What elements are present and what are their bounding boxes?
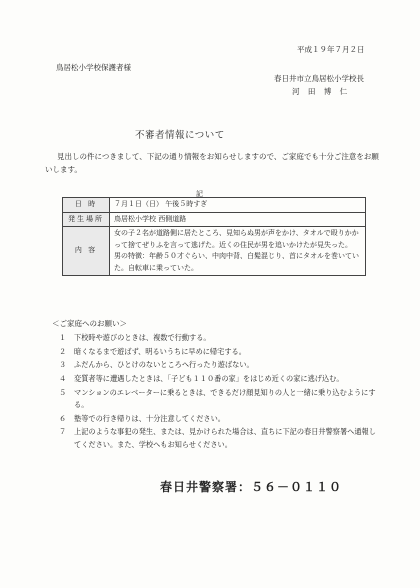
list-item-text: マンションのエレベーターに乗るときは、できるだけ顔見知りの人と一緒に乗り込むようにする。 bbox=[74, 387, 376, 410]
list-item-number: １ bbox=[59, 333, 67, 342]
datetime-label: 日 時 bbox=[63, 198, 110, 213]
content-value bbox=[110, 227, 366, 276]
tips-heading: ＜ご家庭へのお願い＞ bbox=[52, 319, 127, 328]
list-item-number: ４ bbox=[59, 374, 67, 384]
table-row bbox=[63, 227, 366, 276]
list-item-number: ６ bbox=[59, 413, 67, 423]
table-row bbox=[63, 212, 366, 227]
place-value: 鳥居松小学校 西側道路 bbox=[110, 212, 366, 227]
tips-list bbox=[56, 332, 376, 452]
list-item bbox=[56, 332, 376, 344]
list-item-text: 下校時や遊びのときは、複数で行動する。 bbox=[74, 333, 211, 342]
place-label: 発生場所 bbox=[63, 212, 110, 227]
list-item-text: 塾等での行き帰りは、十分注意してください。 bbox=[74, 413, 225, 423]
document-title: 不審者情報について bbox=[135, 130, 225, 141]
intro-paragraph: 見出しの件につきまして、下記の通り情報をお知らせしますので、ご家庭でも十分ご注意をお願いします。 bbox=[45, 152, 379, 174]
list-item-number: ２ bbox=[59, 346, 67, 356]
list-item-number: ５ bbox=[59, 387, 67, 397]
content-label: 内 容 bbox=[63, 227, 110, 276]
list-item bbox=[56, 359, 376, 371]
datetime-value: ７月１日（日） 午後５時すぎ bbox=[110, 198, 366, 213]
table-row bbox=[63, 198, 366, 213]
content-line: 女の子２名が道路側に居たところ、見知らぬ男が声をかけ、タオルで殴りかかって捨てぜりふを言って逃げた。近くの住民が男を追いかけたが見失った。 bbox=[114, 229, 359, 249]
content-line: 男の特徴：年齢５０才ぐらい、中肉中背、白髪混じり、首にタオルを巻いていた。自転車に乗っていた。 bbox=[114, 252, 359, 272]
list-item-text: 上記のような事犯の発生、または、見かけられた場合は、直ちに下記の春日井警察署へ通報してください。また、学校へもお知らせください。 bbox=[74, 427, 376, 449]
list-item-text: ふだんから、ひとけのないところへ行ったり遊ばない。 bbox=[74, 360, 254, 370]
ki-marker: 記 bbox=[196, 190, 203, 198]
list-item bbox=[56, 373, 376, 385]
list-item-number: ７ bbox=[59, 427, 67, 437]
list-item-text: 変質者等に遭遇したときは、「子ども１１０番の家」をはじめ近くの家に逃げ込む。 bbox=[74, 374, 344, 384]
date: 平成１９年７月２日 bbox=[297, 45, 365, 54]
incident-table bbox=[62, 197, 366, 276]
list-item bbox=[56, 387, 376, 411]
list-item bbox=[56, 426, 376, 450]
list-item bbox=[56, 413, 376, 425]
addressee: 鳥居松小学校保護者様 bbox=[56, 63, 131, 72]
police-contact: 春日井警察署：５６－０１１０ bbox=[160, 480, 343, 494]
sender-organization: 春日井市立鳥居松小学校長 bbox=[274, 74, 364, 83]
list-item-number: ３ bbox=[59, 360, 67, 370]
list-item bbox=[56, 346, 376, 358]
list-item-text: 暗くなるまで遊ばず、明るいうちに早めに帰宅する。 bbox=[74, 346, 246, 356]
sender-name: 河 田 博 仁 bbox=[292, 87, 351, 96]
